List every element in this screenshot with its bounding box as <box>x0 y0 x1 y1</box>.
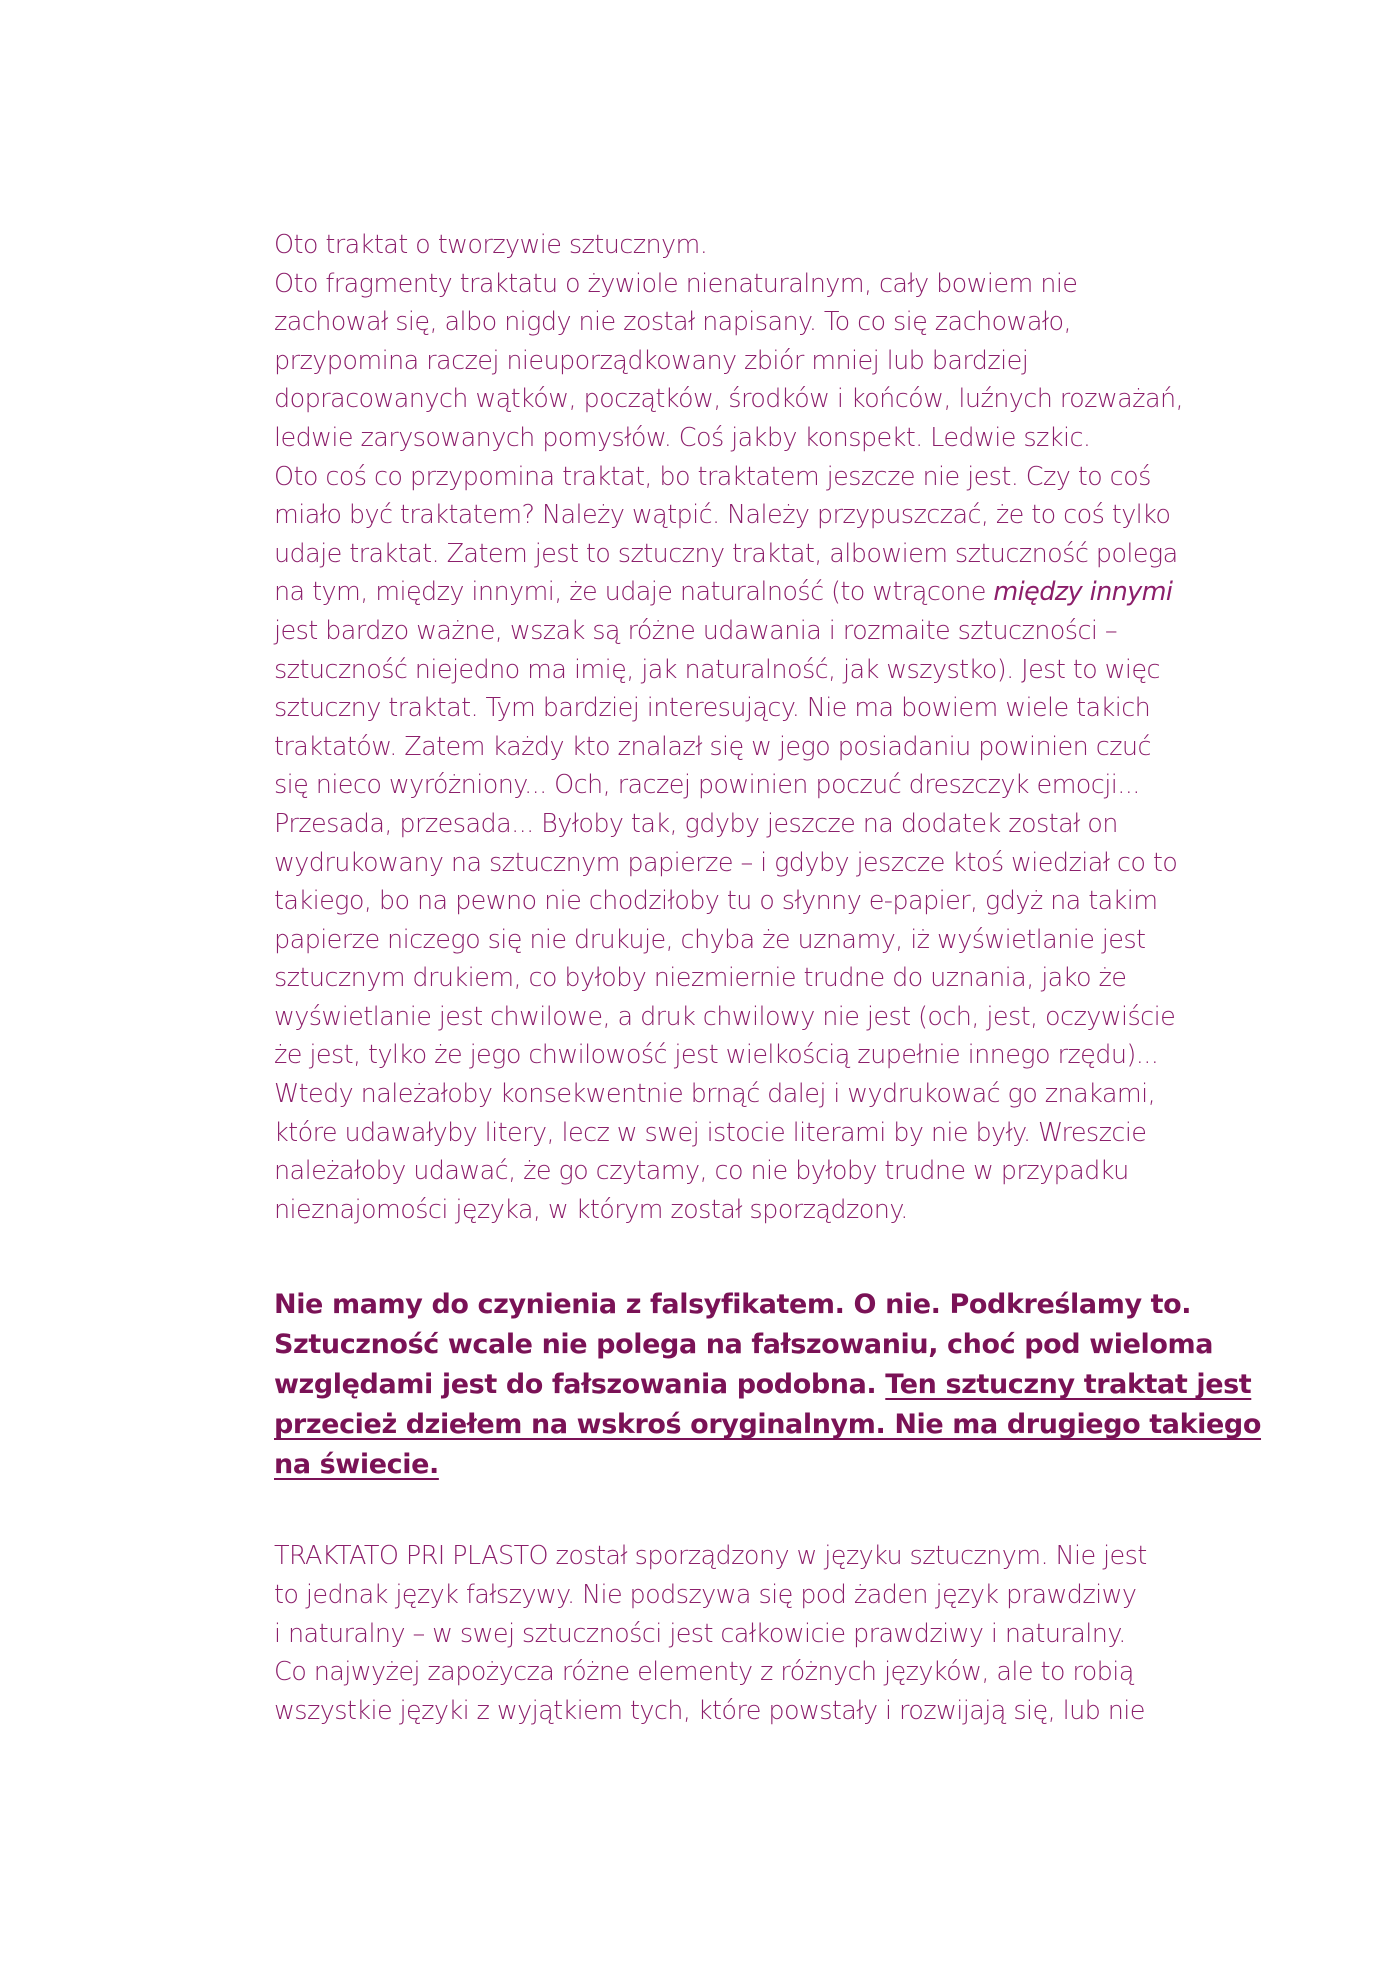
text-line: Przesada, przesada... Byłoby tak, gdyby jeszcze na dodatek został on <box>274 808 1118 839</box>
text-line: ledwie zarysowanych pomysłów. Coś jakby konspekt. Ledwie szkic. <box>274 422 1091 453</box>
underlined-phrase: Ten sztuczny traktat jest <box>885 1369 1252 1401</box>
text-segment: na tym, między innymi, że udaje naturalność (to wtrącone <box>274 577 994 608</box>
text-line: to jednak język fałszywy. Nie podszywa się pod żaden język prawdziwy <box>274 1580 1137 1611</box>
text-line: papierze niczego się nie drukuje, chyba że uznamy, iż wyświetlanie jest <box>274 924 1146 955</box>
text-line: dopracowanych wątków, początków, środków i końców, luźnych rozważań, <box>274 384 1184 415</box>
bold-text-segment: względami jest do fałszowania podobna. <box>274 1369 886 1401</box>
text-line: należałoby udawać, że go czytamy, co nie byłoby trudne w przypadku <box>274 1156 1129 1187</box>
italic-phrase: między innymi <box>993 577 1173 608</box>
text-line: miało być traktatem? Należy wątpić. Należy przypuszczać, że to coś tylko <box>274 500 1171 531</box>
text-line: i naturalny – w swej sztuczności jest całkowicie prawdziwy i naturalny. <box>274 1618 1126 1649</box>
bold-text-line <box>274 1445 1274 1485</box>
text-line: nieznajomości języka, w którym został sporządzony. <box>274 1194 908 1225</box>
text-line: jest bardzo ważne, wszak są różne udawania i rozmaite sztuczności – <box>274 615 1118 646</box>
text-line: się nieco wyróżniony... Och, raczej powinien poczuć dreszczyk emocji... <box>274 770 1140 801</box>
text-line: Oto coś co przypomina traktat, bo traktatem jeszcze nie jest. Czy to coś <box>274 461 1151 492</box>
underlined-phrase: przecież dziełem na wskroś oryginalnym. Nie ma drugiego takiego <box>274 1409 1262 1441</box>
text-line: sztuczny traktat. Tym bardziej interesujący. Nie ma bowiem wiele takich <box>274 693 1151 724</box>
text-line: Oto fragmenty traktatu o żywiole nienaturalnym, cały bowiem nie <box>274 268 1078 299</box>
paragraph-language <box>274 1537 1274 1730</box>
text-line: Oto traktat o tworzywie sztucznym. <box>274 230 708 260</box>
bold-text-line-mixed <box>274 1365 1274 1405</box>
text-line: traktatów. Zatem każdy kto znalazł się w jego posiadaniu powinien czuć <box>274 731 1151 762</box>
text-line: wyświetlanie jest chwilowe, a druk chwilowy nie jest (och, jest, oczywiście <box>274 1001 1176 1032</box>
text-line: zachował się, albo nigdy nie został napisany. To co się zachowało, <box>274 307 1071 338</box>
bold-text-line <box>274 1405 1274 1445</box>
bold-text-line: Sztuczność wcale nie polega na fałszowaniu, choć pod wieloma <box>274 1329 1214 1361</box>
paragraph-emphasis <box>274 1285 1274 1485</box>
text-line: Co najwyżej zapożycza różne elementy z różnych języków, ale to robią <box>274 1657 1134 1688</box>
text-line: udaje traktat. Zatem jest to sztuczny traktat, albowiem sztuczność polega <box>274 538 1178 569</box>
text-line: wydrukowany na sztucznym papierze – i gdyby jeszcze ktoś wiedział co to <box>274 847 1178 878</box>
text-line: takiego, bo na pewno nie chodziłoby tu o słynny e-papier, gdyż na takim <box>274 886 1158 917</box>
paragraph-spacer <box>274 1229 1274 1285</box>
text-line: przypomina raczej nieuporządkowany zbiór mniej lub bardziej <box>274 345 1029 376</box>
document-body <box>274 226 1274 1730</box>
paragraph-intro <box>274 226 1274 1229</box>
underlined-phrase: na świecie. <box>274 1449 439 1481</box>
text-line-with-italic <box>274 573 1274 612</box>
text-line: które udawałyby litery, lecz w swej istocie literami by nie były. Wreszcie <box>274 1117 1147 1148</box>
text-line: wszystkie języki z wyjątkiem tych, które powstały i rozwijają się, lub nie <box>274 1695 1145 1726</box>
text-line: sztuczność niejedno ma imię, jak naturalność, jak wszystko). Jest to więc <box>274 654 1160 685</box>
text-line: Wtedy należałoby konsekwentnie brnąć dalej i wydrukować go znakami, <box>274 1079 1156 1110</box>
text-line: sztucznym drukiem, co byłoby niezmiernie trudne do uznania, jako że <box>274 963 1127 994</box>
text-line: że jest, tylko że jego chwilowość jest wielkością zupełnie innego rzędu)... <box>274 1040 1159 1071</box>
text-line: TRAKTATO PRI PLASTO został sporządzony w języku sztucznym. Nie jest <box>274 1541 1147 1572</box>
bold-text-line: Nie mamy do czynienia z falsyfikatem. O nie. Podkreślamy to. <box>274 1289 1192 1321</box>
paragraph-spacer <box>274 1485 1274 1537</box>
